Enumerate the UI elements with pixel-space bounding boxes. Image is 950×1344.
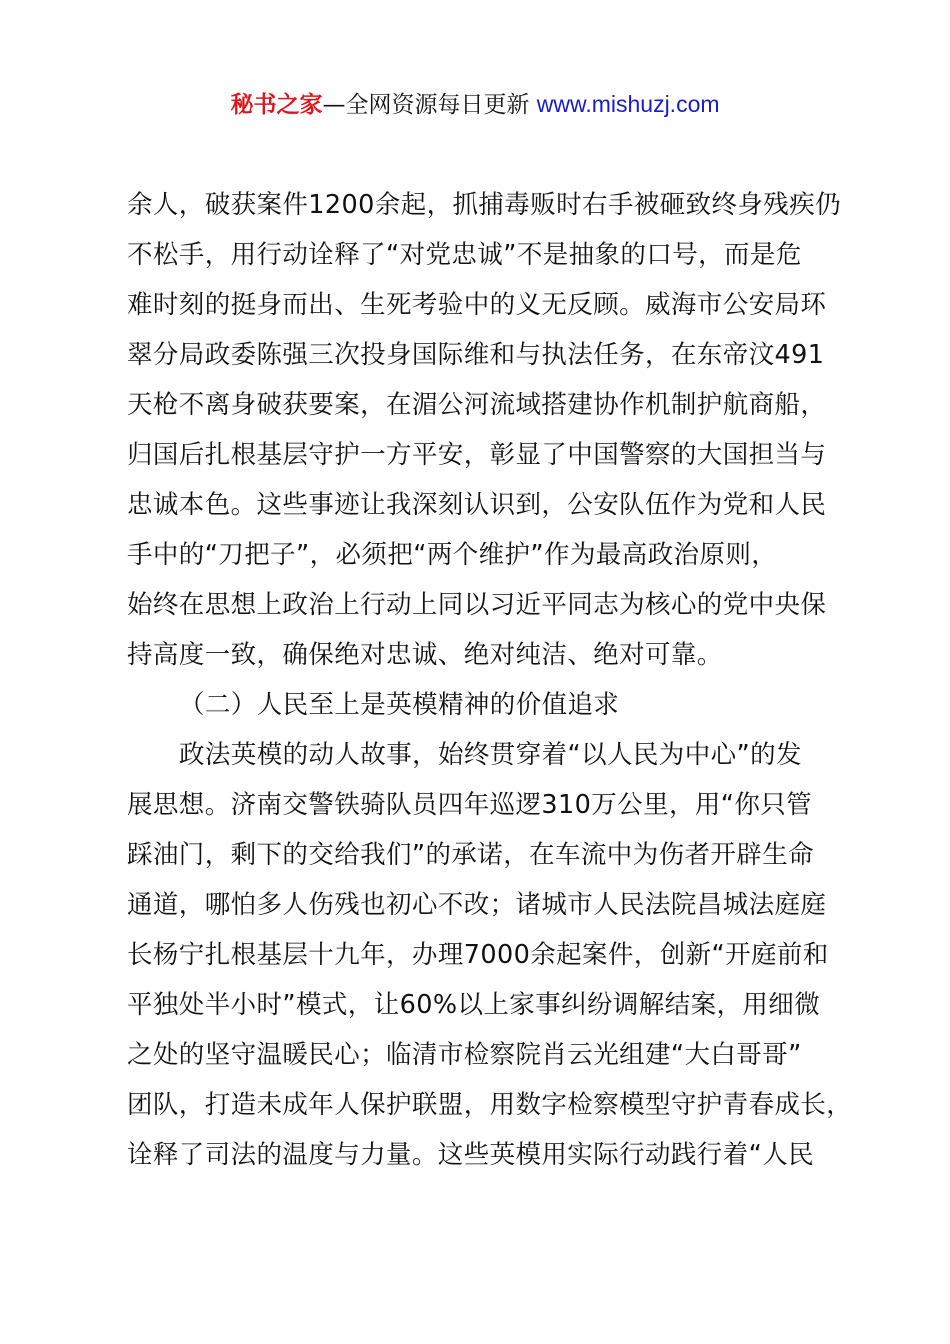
text-line: 始终在思想上政治上行动上同以习近平同志为核心的党中央保 (127, 590, 827, 620)
text-line: 归国后扎根基层守护一方平安，彰显了中国警察的大国担当与 (127, 440, 827, 470)
text-line: 踩油门，剩下的交给我们”的承诺，在车流中为伤者开辟生命 (127, 840, 815, 870)
text-line: 诠释了司法的温度与力量。这些英模用实际行动践行着“人民 (127, 1140, 815, 1170)
text-line: 长杨宁扎根基层十九年，办理7000余起案件，创新“开庭前和 (127, 940, 829, 970)
document-body (127, 180, 853, 1180)
text-line: 翠分局政委陈强三次投身国际维和与执法任务，在东帝汶491 (127, 340, 825, 370)
text-line: 不松手，用行动诠释了“对党忠诚”不是抽象的口号，而是危 (127, 240, 802, 270)
site-header (0, 86, 950, 123)
section-heading: （二）人民至上是英模精神的价值追求 (179, 690, 620, 720)
text-line: 之处的坚守温暖民心；临清市检察院肖云光组建“大白哥哥” (127, 1040, 802, 1070)
header-tagline: —全网资源每日更新 (322, 92, 537, 118)
site-url[interactable]: www.mishuzj.com (536, 91, 720, 117)
text-line: 忠诚本色。这些事迹让我深刻认识到，公安队伍作为党和人民 (127, 490, 827, 520)
text-line: 持高度一致，确保绝对忠诚、绝对纯洁、绝对可靠。 (127, 640, 723, 670)
text-line: 团队，打造未成年人保护联盟，用数字检察模型守护青春成长， (127, 1090, 853, 1120)
paragraph-start: 政法英模的动人故事，始终贯穿着“以人民为中心”的发 (179, 740, 802, 770)
text-line: 手中的“刀把子”，必须把“两个维护”作为最高政治原则， (127, 540, 778, 570)
text-line: 平独处半小时”模式，让60%以上家事纠纷调解结案，用细微 (127, 990, 821, 1020)
text-line: 展思想。济南交警铁骑队员四年巡逻310万公里，用“你只管 (127, 790, 813, 820)
text-line: 通道，哪怕多人伤残也初心不改；诸城市人民法院昌城法庭庭 (127, 890, 827, 920)
text-line: 余人，破获案件1200余起，抓捕毒贩时右手被砸致终身残疾仍 (127, 190, 841, 220)
text-line: 难时刻的挺身而出、生死考验中的义无反顾。威海市公安局环 (127, 290, 827, 320)
brand-name: 秘书之家 (230, 92, 323, 118)
text-line: 天枪不离身破获要案，在湄公河流域搭建协作机制护航商船， (127, 390, 827, 420)
